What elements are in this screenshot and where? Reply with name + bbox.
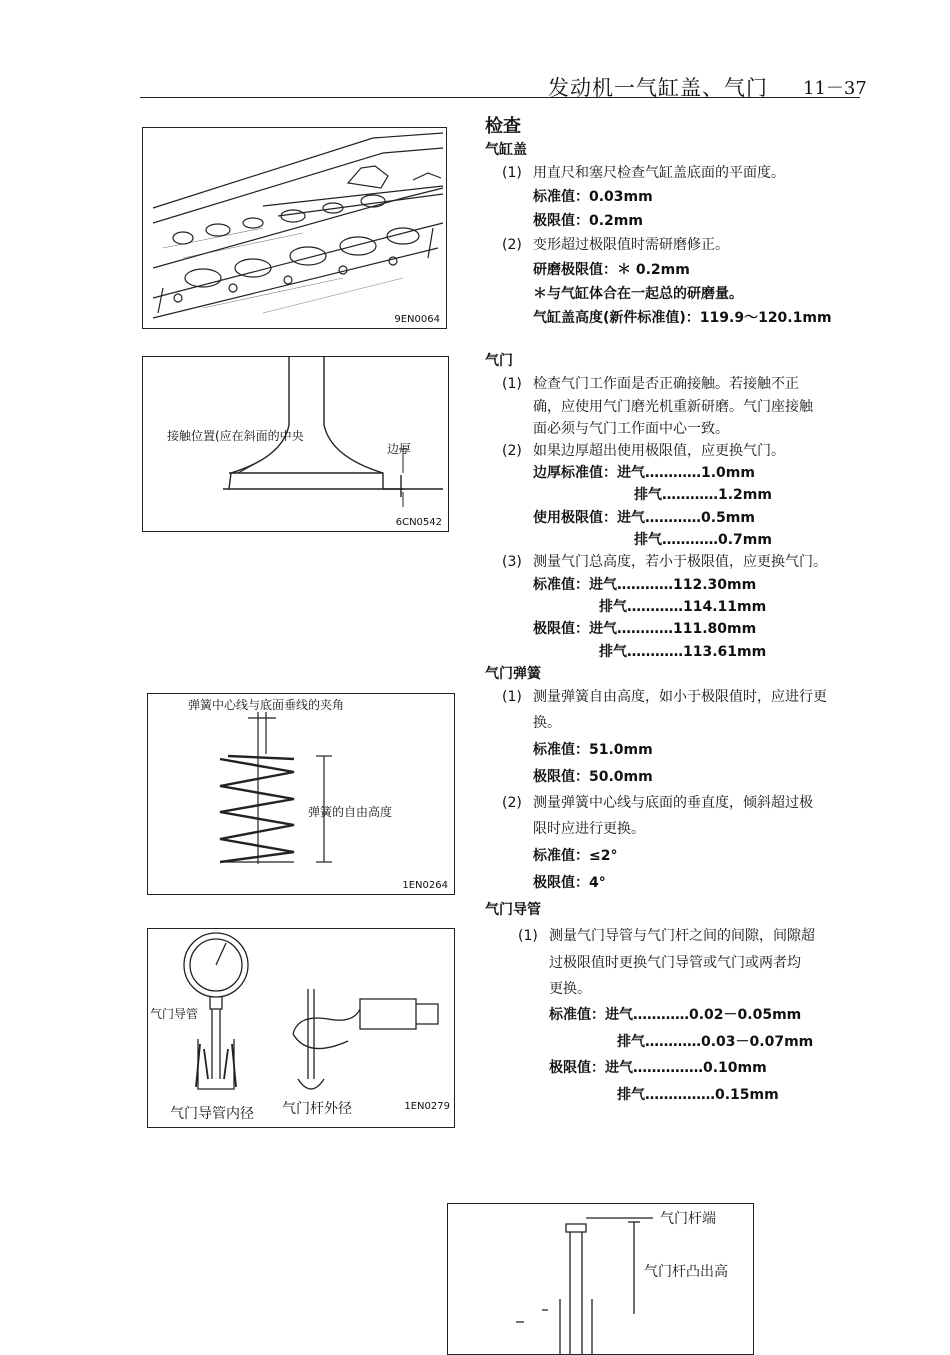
figure-code: 1EN0264 xyxy=(402,880,448,891)
item-text: 换。 xyxy=(533,715,561,731)
page-header-title: 发动机一气缸盖、气门 xyxy=(548,76,768,100)
figure-cylinder-head-flatness xyxy=(142,127,447,329)
page-number: 11－37 xyxy=(803,78,867,99)
spec-line: 标准值：51.0mm xyxy=(533,742,653,758)
item-number: (1) xyxy=(502,376,522,392)
spring-illustration xyxy=(148,694,454,894)
section-heading-inspection: 检查 xyxy=(485,116,521,137)
spec-line: 极限值：0.2mm xyxy=(533,213,643,229)
label-stem-end: 气门杆端 xyxy=(660,1211,716,1227)
item-number: (1) xyxy=(502,689,522,705)
spec-line: 排气……………0.15mm xyxy=(617,1087,779,1103)
subheading-valve: 气门 xyxy=(485,353,513,369)
spec-line: 极限值：进气……………0.10mm xyxy=(549,1060,767,1076)
figure-valve-spring xyxy=(147,693,455,895)
spec-line: 边厚标准值：进气…………1.0mm xyxy=(533,465,755,481)
figure-stem-protrusion xyxy=(447,1203,754,1355)
spec-line: 气缸盖高度(新件标准值)：119.9～120.1mm xyxy=(533,310,832,326)
item-text: 限时应进行更换。 xyxy=(533,821,645,837)
spec-line: 使用极限值：进气…………0.5mm xyxy=(533,510,755,526)
spec-note: ＊与气缸体合在一起总的研磨量。 xyxy=(533,286,743,302)
spec-line: 极限值：4° xyxy=(533,875,606,891)
item-number: (2) xyxy=(502,443,522,459)
item-text: 测量弹簧中心线与底面的垂直度，倾斜超过极 xyxy=(533,795,813,811)
subheading-valve-spring: 气门弹簧 xyxy=(485,666,541,682)
figure-valve-guide xyxy=(147,928,455,1128)
label-valve-guide: 气门导管 xyxy=(150,1007,199,1021)
spec-line: 极限值：50.0mm xyxy=(533,769,653,785)
item-number: (1) xyxy=(502,165,522,181)
spec-line: 排气…………113.61mm xyxy=(599,644,767,660)
item-text: 用直尺和塞尺检查气缸盖底面的平面度。 xyxy=(533,165,785,181)
item-text: 检查气门工作面是否正确接触。若接触不正 xyxy=(533,376,799,392)
item-text: 更换。 xyxy=(549,981,591,997)
label-guide-inner-diameter: 气门导管内径 xyxy=(170,1106,254,1122)
item-text: 变形超过极限值时需研磨修正。 xyxy=(533,237,729,253)
item-number: (1) xyxy=(518,928,538,944)
item-text: 测量弹簧自由高度，如小于极限值时，应进行更 xyxy=(533,689,827,705)
item-number: (3) xyxy=(502,554,522,570)
figure-code: 1EN0279 xyxy=(404,1101,450,1112)
item-text: 确，应使用气门磨光机重新研磨。气门座接触 xyxy=(533,399,813,415)
label-perpendicularity-angle: 弹簧中心线与底面垂线的夹角 xyxy=(188,698,345,712)
label-contact-position: 接触位置(应在斜面的中央 xyxy=(167,429,304,443)
spec-line: 排气…………0.7mm xyxy=(634,532,772,548)
label-margin: 边厚 xyxy=(387,442,412,456)
cylinder-head-illustration xyxy=(143,128,446,328)
item-text: 测量气门总高度，若小于极限值，应更换气门。 xyxy=(533,554,827,570)
figure-valve-contact xyxy=(142,356,449,532)
figure-code: 9EN0064 xyxy=(394,314,440,325)
label-stem-protrusion-height: 气门杆凸出高 xyxy=(644,1264,728,1280)
spec-line: 排气…………0.03－0.07mm xyxy=(617,1034,814,1050)
item-text: 面必须与气门工作面中心一致。 xyxy=(533,421,729,437)
spec-line: 研磨极限值：＊ 0.2mm xyxy=(533,262,690,278)
spec-line: 标准值：进气…………112.30mm xyxy=(533,577,757,593)
subheading-valve-guide: 气门导管 xyxy=(485,902,541,918)
spec-line: 标准值：进气…………0.02－0.05mm xyxy=(549,1007,802,1023)
subheading-cylinder-head: 气缸盖 xyxy=(485,142,527,158)
item-number: (2) xyxy=(502,795,522,811)
figure-code: 6CN0542 xyxy=(395,517,442,528)
label-free-length: 弹簧的自由高度 xyxy=(308,805,393,819)
spec-line: 标准值：0.03mm xyxy=(533,189,653,205)
spec-line: 排气…………114.11mm xyxy=(599,599,767,615)
item-text: 测量气门导管与气门杆之间的间隙，间隙超 xyxy=(549,928,815,944)
label-stem-outer-diameter: 气门杆外径 xyxy=(282,1101,352,1117)
header-rule xyxy=(140,97,860,98)
spec-line: 标准值：≤2° xyxy=(533,848,618,864)
spec-line: 排气…………1.2mm xyxy=(634,487,772,503)
item-text: 过极限值时更换气门导管或气门或两者均 xyxy=(549,955,801,971)
item-text: 如果边厚超出使用极限值，应更换气门。 xyxy=(533,443,785,459)
spec-line: 极限值：进气…………111.80mm xyxy=(533,621,757,637)
item-number: (2) xyxy=(502,237,522,253)
